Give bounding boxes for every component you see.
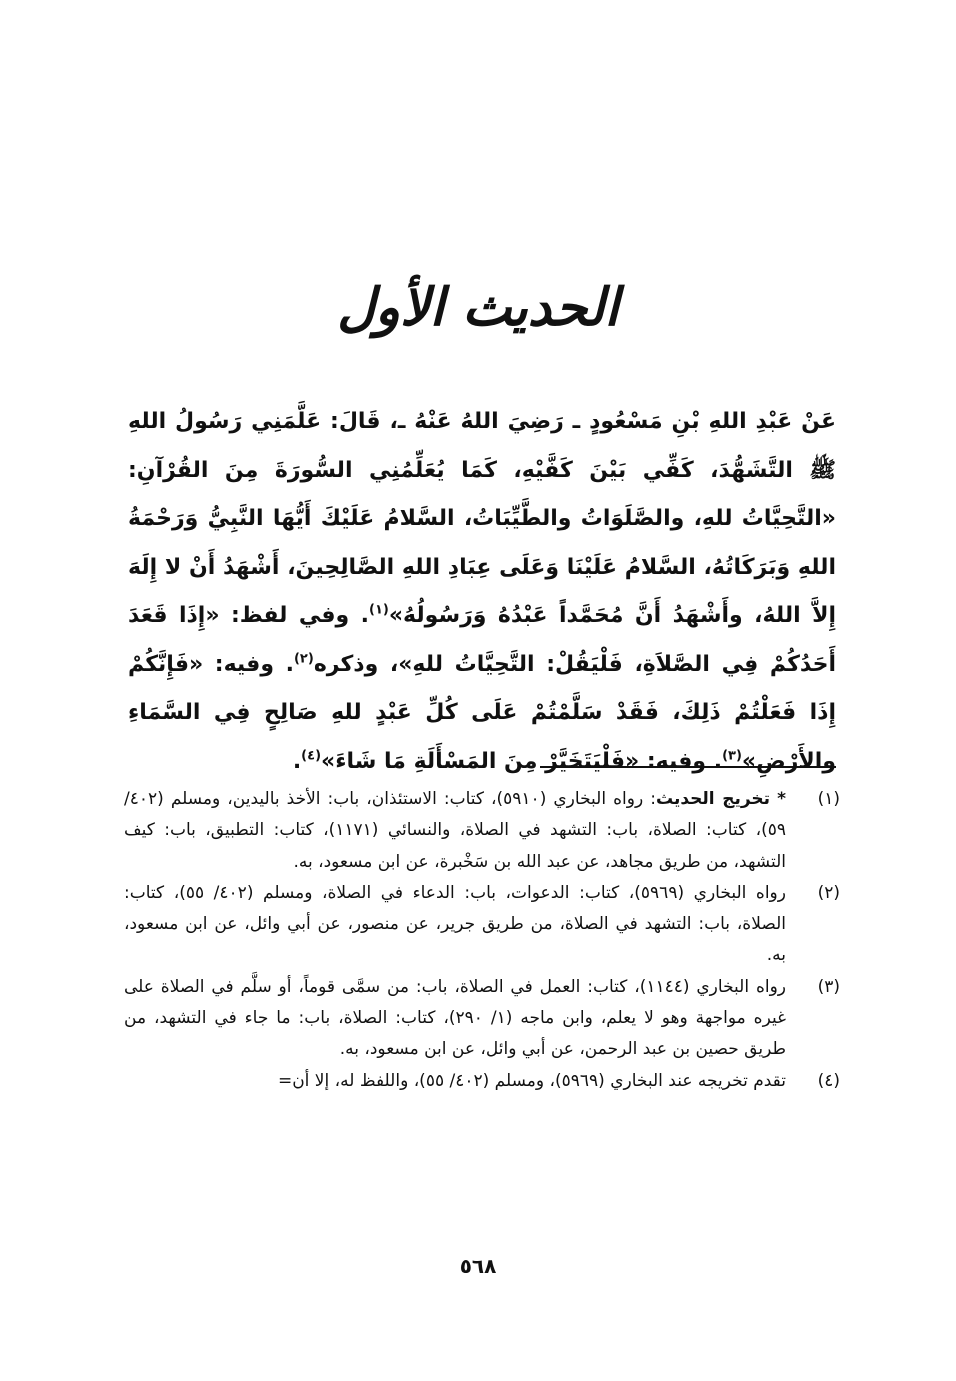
hadith-text <box>128 398 836 786</box>
hadith-text-part-1: عَنْ عَبْدِ اللهِ بْنِ مَسْعُودٍ ـ رَضِيَ اللهُ عَنْهُ ـ، قَالَ: عَلَّمَنِي رَسُولُ اللهِ ﷺ التَّشَهُّدَ، كَفِّي بَيْنَ كَفَّيْهِ، كَمَا يُعَلِّمُنِي السُّورَةَ مِنَ القُرْآنِ: «التَّحِيَّاتُ للهِ، والصَّلَوَاتُ والطَّيِّبَاتُ، السَّلامُ عَلَيْكَ أَيُّهَا النَّبِيُّ وَرَحْمَةُ اللهِ وَبَرَكَاتُهُ، السَّلامُ عَلَيْنَا وَعَلَى عِبَادِ اللهِ الصَّالِحِينَ، أَشْهَدُ أَنْ لا إِلَهَ إِلاَّ اللهُ، وأَشْهَدُ أَنَّ مُحَمَّداً عَبْدُهُ وَرَسُولُهُ» <box>128 409 836 628</box>
footnote-2 <box>124 878 840 972</box>
hadith-text-part-5: . <box>292 748 302 774</box>
hadith-text-part-2: . وفي لفظ: «إِذَا قَعَدَ أَحَدُكُمْ فِي الصَّلاَةِ، فَلْيَقُلْ: التَّحِيَّاتُ للهِ»، وذكره <box>128 603 836 677</box>
footnote-body: : رواه البخاري (٥٩١٠)، كتاب: الاستئذان، باب: الأخذ باليدين، ومسلم (٤٠٢/ ٥٩)، كتاب: الصلاة، باب: التشهد في الصلاة، والنسائي (١١٧١)، كتاب: التطبيق، باب: كيف التشهد، من طريق مجاهد، عن عبد الله بن سَخْبرة، عن ابن مسعود، به. <box>124 789 786 872</box>
hadith-text-part-3: . وفيه: «فَإِنَّكُمْ إِذَا فَعَلْتُمْ ذَلِكَ، فَقَدْ سَلَّمْتُمْ عَلَى كُلِّ عَبْدٍ للهِ صَالِحٍ فِي السَّمَاءِ والأَرْضِ» <box>128 651 836 774</box>
footnote-number: (٤) <box>817 1070 840 1091</box>
asterisk-icon: * <box>777 789 786 809</box>
footnote-4 <box>124 1066 840 1097</box>
footnote-ref-3[interactable]: (٣) <box>722 748 742 764</box>
footnote-number: (١) <box>817 789 840 809</box>
footnote-divider <box>540 766 836 768</box>
footnote-3 <box>124 972 840 1066</box>
footnote-text <box>124 784 786 878</box>
footnote-number: (٢) <box>817 882 840 903</box>
footnote-lead: تخريج الحديث <box>655 789 771 809</box>
footnote-ref-4[interactable]: (٤) <box>301 748 322 764</box>
footnote-text: رواه البخاري (١١٤٤)، كتاب: العمل في الصلاة، باب: من سمَّى قوماً، أو سلَّم في الصلاة على غيره مواجهة وهو لا يعلم، وابن ماجه (١/ ٢٩٠)، كتاب: الصلاة، باب: ما جاء في التشهد، من طريق حصين بن عبد الرحمن، عن أبي وائل، عن ابن مسعود، به. <box>124 976 786 1060</box>
page-number: ٥٦٨ <box>459 1254 497 1278</box>
hadith-heading: الحديث الأول <box>337 277 619 338</box>
footnote-ref-1[interactable]: (١) <box>369 602 389 618</box>
footnote-1 <box>124 784 840 878</box>
footnote-text: رواه البخاري (٥٩٦٩)، كتاب: الدعوات، باب: الدعاء في الصلاة، ومسلم (٤٠٢/ ٥٥)، كتاب: الصلاة، باب: التشهد في الصلاة، من طريق جرير، عن منصور، عن أبي وائل، عن ابن مسعود، به. <box>124 882 786 966</box>
hadith-text-part-4: . وفيه: «فَلْيَتَخَيَّرْ مِنَ المَسْأَلَةِ مَا شَاءَ» <box>321 748 723 774</box>
footnotes <box>124 784 840 1097</box>
footnote-ref-2[interactable]: (٢) <box>293 651 314 667</box>
footnote-text: تقدم تخريجه عند البخاري (٥٩٦٩)، ومسلم (٤٠٢/ ٥٥)، واللفظ له، إلا أن= <box>277 1070 786 1091</box>
footnote-number: (٣) <box>817 976 840 997</box>
